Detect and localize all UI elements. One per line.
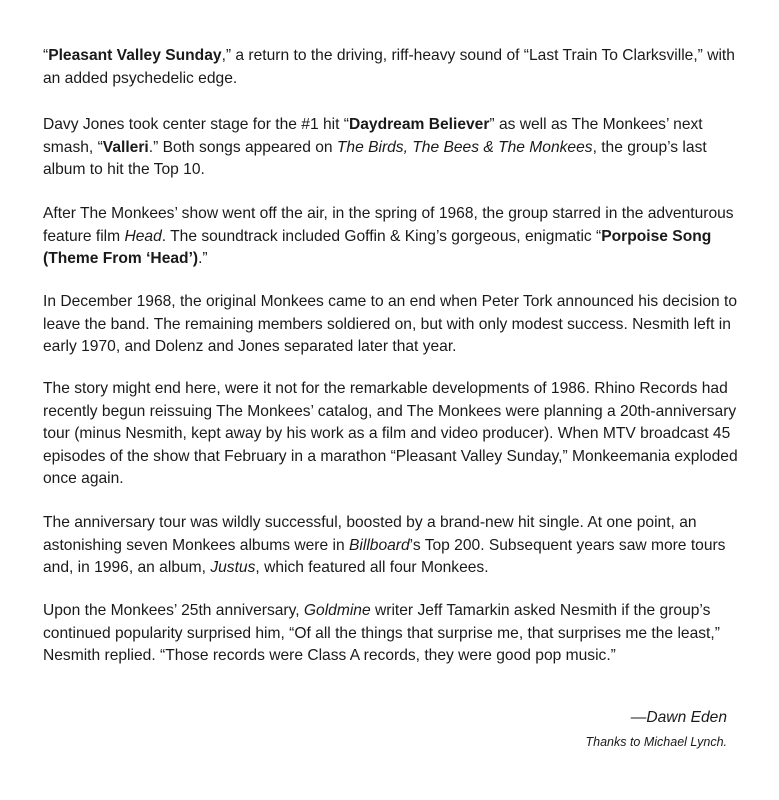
text-span: . The soundtrack included Goffin & King’s gorgeous, enigmatic “ xyxy=(161,227,602,245)
text-span: , which featured all four Monkees. xyxy=(255,559,489,576)
text-span: .” Both songs appeared on xyxy=(148,138,337,156)
text-span: In December 1968, the original Monkees came to an end when Peter Tork announced his decision to leave the band. The remaining members soldiered on, but with only modest success. Nesmith left in early 1970, and Dolenz and Jones separated later that year. xyxy=(43,293,738,355)
film-title-head: Head xyxy=(124,227,162,245)
acknowledgement: Thanks to Michael Lynch. xyxy=(585,735,727,749)
song-title-valleri: Valleri xyxy=(102,138,149,156)
paragraph-pleasant-valley-sunday xyxy=(43,45,743,90)
text-span: , the group’s last album to hit the Top 10. xyxy=(43,138,707,178)
paragraph-daydream-believer xyxy=(43,114,743,182)
song-title-pleasant-valley-sunday: Pleasant Valley Sunday xyxy=(48,47,222,64)
album-title-birds-bees: The Birds, The Bees & The Monkees xyxy=(336,138,593,156)
paragraph-breakup xyxy=(43,291,743,359)
publication-title-goldmine: Goldmine xyxy=(303,602,371,619)
song-title-porpoise-song: Porpoise Song (Theme From ‘Head’) xyxy=(43,227,712,267)
text-span: .” xyxy=(198,250,208,267)
album-title-justus: Justus xyxy=(210,559,256,576)
paragraph-25th-anniversary xyxy=(43,600,743,668)
text-span: The story might end here, were it not for the remarkable developments of 1986. Rhino Records had recently begun reissuing The Monkees’ catalog, and The Monkees were planning a 20th-anniversary tour (minus Nesmith, kept away by his work as a film and video producer). When MTV broadcast 45 episodes of the show that February in a marathon “Pleasant Valley Sunday,” Monkeemania exploded once again. xyxy=(43,380,738,487)
text-span: ” as well as The Monkees’ next smash, “ xyxy=(43,116,703,156)
author-signature: —Dawn Eden xyxy=(630,709,727,726)
text-span: After The Monkees’ show went off the air, in the spring of 1968, the group starred in the adventurous feature film xyxy=(43,205,734,245)
song-title-daydream-believer: Daydream Believer xyxy=(348,116,490,133)
text-span: The anniversary tour was wildly successful, boosted by a brand-new hit single. At one point, an astonishing seven Monkees albums were in xyxy=(43,514,697,554)
text-span: Davy Jones took center stage for the #1 hit “ xyxy=(43,116,349,133)
paragraph-1986-revival xyxy=(43,378,743,491)
text-span: ’s Top 200. Subsequent years saw more tours and, in 1996, an album, xyxy=(43,536,726,576)
text-span: “ xyxy=(43,47,49,64)
publication-title-billboard: Billboard xyxy=(348,536,410,554)
text-span: ,” a return to the driving, riff-heavy sound of “Last Train To Clarksville,” with an added psychedelic edge. xyxy=(43,47,735,87)
text-span: Upon the Monkees’ 25th anniversary, xyxy=(43,602,304,619)
paragraph-anniversary-tour xyxy=(43,512,743,580)
text-span: writer Jeff Tamarkin asked Nesmith if the group’s continued popularity surprised him, “Of all the things that surprise me, that surprises me the least,” Nesmith replied. “Those records were Class A records, they were good pop music.” xyxy=(43,602,720,664)
paragraph-head-film xyxy=(43,203,743,271)
